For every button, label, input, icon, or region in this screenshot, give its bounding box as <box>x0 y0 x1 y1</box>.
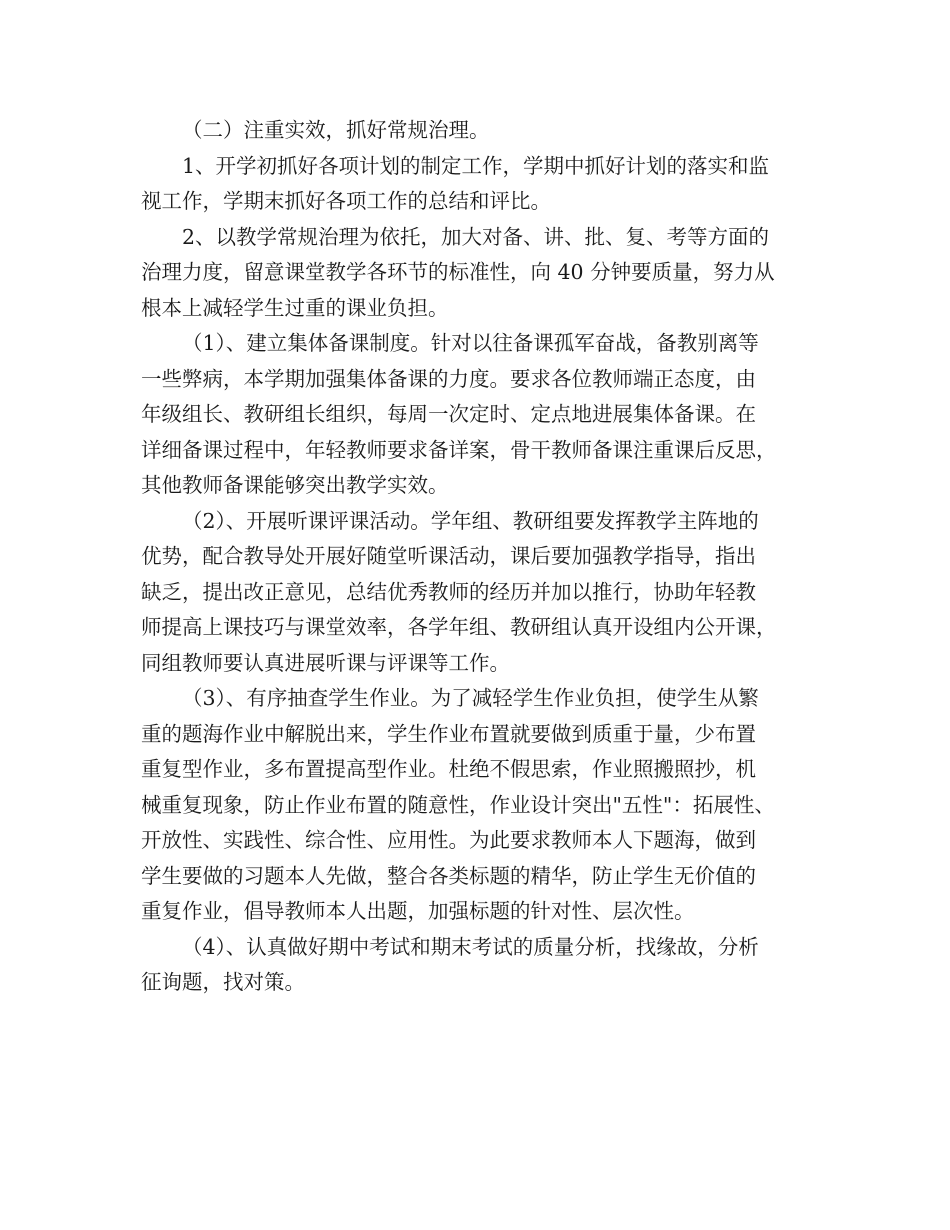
paragraph-item-2 <box>141 220 825 327</box>
text-line: 重复型作业，多布置提高型作业。杜绝不假思索，作业照搬照抄，机 <box>141 757 756 781</box>
document-body <box>141 113 825 1001</box>
text-line: （4）、认真做好期中考试和期末考试的质量分析，找缘故，分析 <box>182 934 759 959</box>
paragraph-subitem-2 <box>141 504 825 682</box>
text-line: （3）、有序抽查学生作业。为了减轻学生作业负担，使学生从繁 <box>182 686 759 710</box>
text-line: 一些弊病，本学期加强集体备课的力度。要求各位教师端正态度，由 <box>141 366 756 391</box>
text-line: 重复作业，倡导教师本人出题，加强标题的针对性、层次性。 <box>141 899 695 923</box>
text-line: 缺乏，提出改正意见，总结优秀教师的经历并加以推行，协助年轻教 <box>141 579 756 604</box>
text-line: 学生要做的习题本人先做，整合各类标题的精华，防止学生无价值的 <box>141 863 756 888</box>
text-line: （1）、建立集体备课制度。针对以往备课孤军奋战，备教别离等 <box>182 331 759 355</box>
text-line: 征询题，找对策。 <box>141 970 305 994</box>
text-line: 治理力度，留意课堂教学各环节的标准性，向 40 分钟要质量，努力从 <box>141 260 775 284</box>
text-line: 师提高上课技巧与课堂效率，各学年组、教研组认真开设组内公开课， <box>141 615 777 639</box>
paragraph-subitem-4 <box>141 930 825 1001</box>
text-line: 优势，配合教导处开展好随堂听课活动，课后要加强教学指导，指出 <box>141 544 756 568</box>
paragraph-item-1 <box>141 149 825 220</box>
text-line: 1、开学初抓好各项计划的制定工作，学期中抓好计划的落实和监 <box>182 153 770 178</box>
section-heading <box>141 113 825 149</box>
text-line: 重的题海作业中解脱出来，学生作业布置就要做到质重于量，少布置 <box>141 721 756 746</box>
text-line: 年级组长、教研组长组织，每周一次定时、定点地进展集体备课。在 <box>141 402 756 426</box>
text-line: 开放性、实践性、综合性、应用性。为此要求教师本人下题海，做到 <box>141 828 756 852</box>
text-line: 械重复现象，防止作业布置的随意性，作业设计突出"五性"：拓展性、 <box>141 792 775 817</box>
text-line: 同组教师要认真进展听课与评课等工作。 <box>141 650 510 675</box>
text-line: 视工作，学期末抓好各项工作的总结和评比。 <box>141 189 551 213</box>
text-line: 其他教师备课能够突出教学实效。 <box>141 473 449 497</box>
text-line: 根本上减轻学生过重的课业负担。 <box>141 295 449 320</box>
paragraph-subitem-1 <box>141 326 825 504</box>
paragraph-subitem-3 <box>141 681 825 930</box>
text-line: 2、以教学常规治理为依托，加大对备、讲、批、复、考等方面的 <box>182 224 770 249</box>
text-line: （2）、开展听课评课活动。学年组、教研组要发挥教学主阵地的 <box>182 508 759 533</box>
text-line: （二）注重实效，抓好常规治理。 <box>182 118 490 142</box>
text-line: 详细备课过程中，年轻教师要求备详案，骨干教师备课注重课后反思， <box>141 437 777 462</box>
